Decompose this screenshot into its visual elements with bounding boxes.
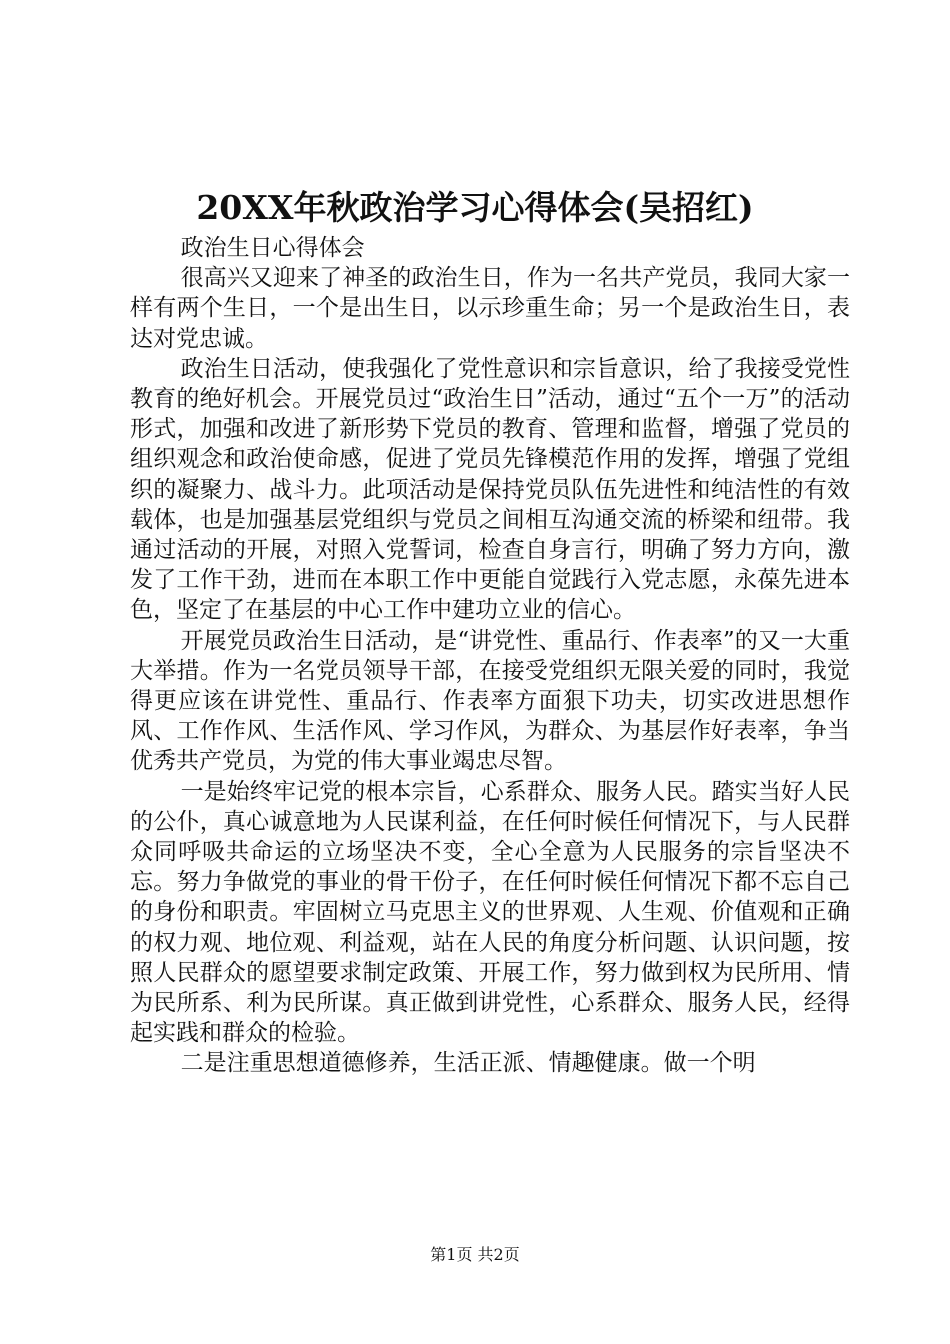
document-title: 20XX年秋政治学习心得体会(吴招红) — [196, 188, 754, 227]
section-heading: 政治生日心得体会 — [180, 235, 365, 261]
paragraph-2: 政治生日活动，使我强化了党性意识和宗旨意识，给了我接受党性教育的绝好机会。开展党员过“政治生日”活动，通过“五个一万”的活动形式，加强和改进了新形势下党员的教育、管理和监督，增强了党员的组织观念和政治使命感，促进了党员先锋模范作用的发挥，增强了党组织的凝聚力、战斗力。此项活动是保持党员队伍先进性和纯洁性的有效载体，也是加强基层党组织与党员之间相互沟通交流的桥梁和纽带。我通过活动的开展，对照入党誓词，检查自身言行，明确了努力方向，激发了工作干劲，进而在本职工作中更能自觉践行入党志愿，永葆先进本色，坚定了在基层的中心工作中建功立业的信心。 — [130, 355, 850, 624]
paragraph-3: 开展党员政治生日活动，是“讲党性、重品行、作表率”的又一大重大举措。作为一名党员领导干部，在接受党组织无限关爱的同时，我觉得更应该在讲党性、重品行、作表率方面狠下功夫，切实改进思想作风、工作作风、生活作风、学习作风，为群众、为基层作好表率，争当优秀共产党员，为党的伟大事业竭忠尽智。 — [130, 627, 850, 775]
paragraph-4: 一是始终牢记党的根本宗旨，心系群众、服务人民。踏实当好人民的公仆，真心诚意地为人民谋利益，在任何时候任何情况下，与人民群众同呼吸共命运的立场坚决不变，全心全意为人民服务的宗旨坚决不忘。努力争做党的事业的骨干份子，在任何时候任何情况下都不忘自己的身份和职责。牢固树立马克思主义的世界观、人生观、价值观和正确的权力观、地位观、利益观，站在人民的角度分析问题、认识问题，按照人民群众的愿望要求制定政策、开展工作，努力做到权为民所用、情为民所系、利为民所谋。真正做到讲党性，心系群众、服务人民，经得起实践和群众的检验。 — [130, 778, 850, 1047]
paragraph-5: 二是注重思想道德修养，生活正派、情趣健康。做一个明 — [180, 1050, 756, 1077]
document-body — [130, 233, 850, 1079]
page-footer: 第1页 共2页 — [430, 1245, 520, 1264]
paragraph-1: 很高兴又迎来了神圣的政治生日，作为一名共产党员，我同大家一样有两个生日，一个是出生日，以示珍重生命；另一个是政治生日，表达对党忠诚。 — [130, 265, 850, 352]
